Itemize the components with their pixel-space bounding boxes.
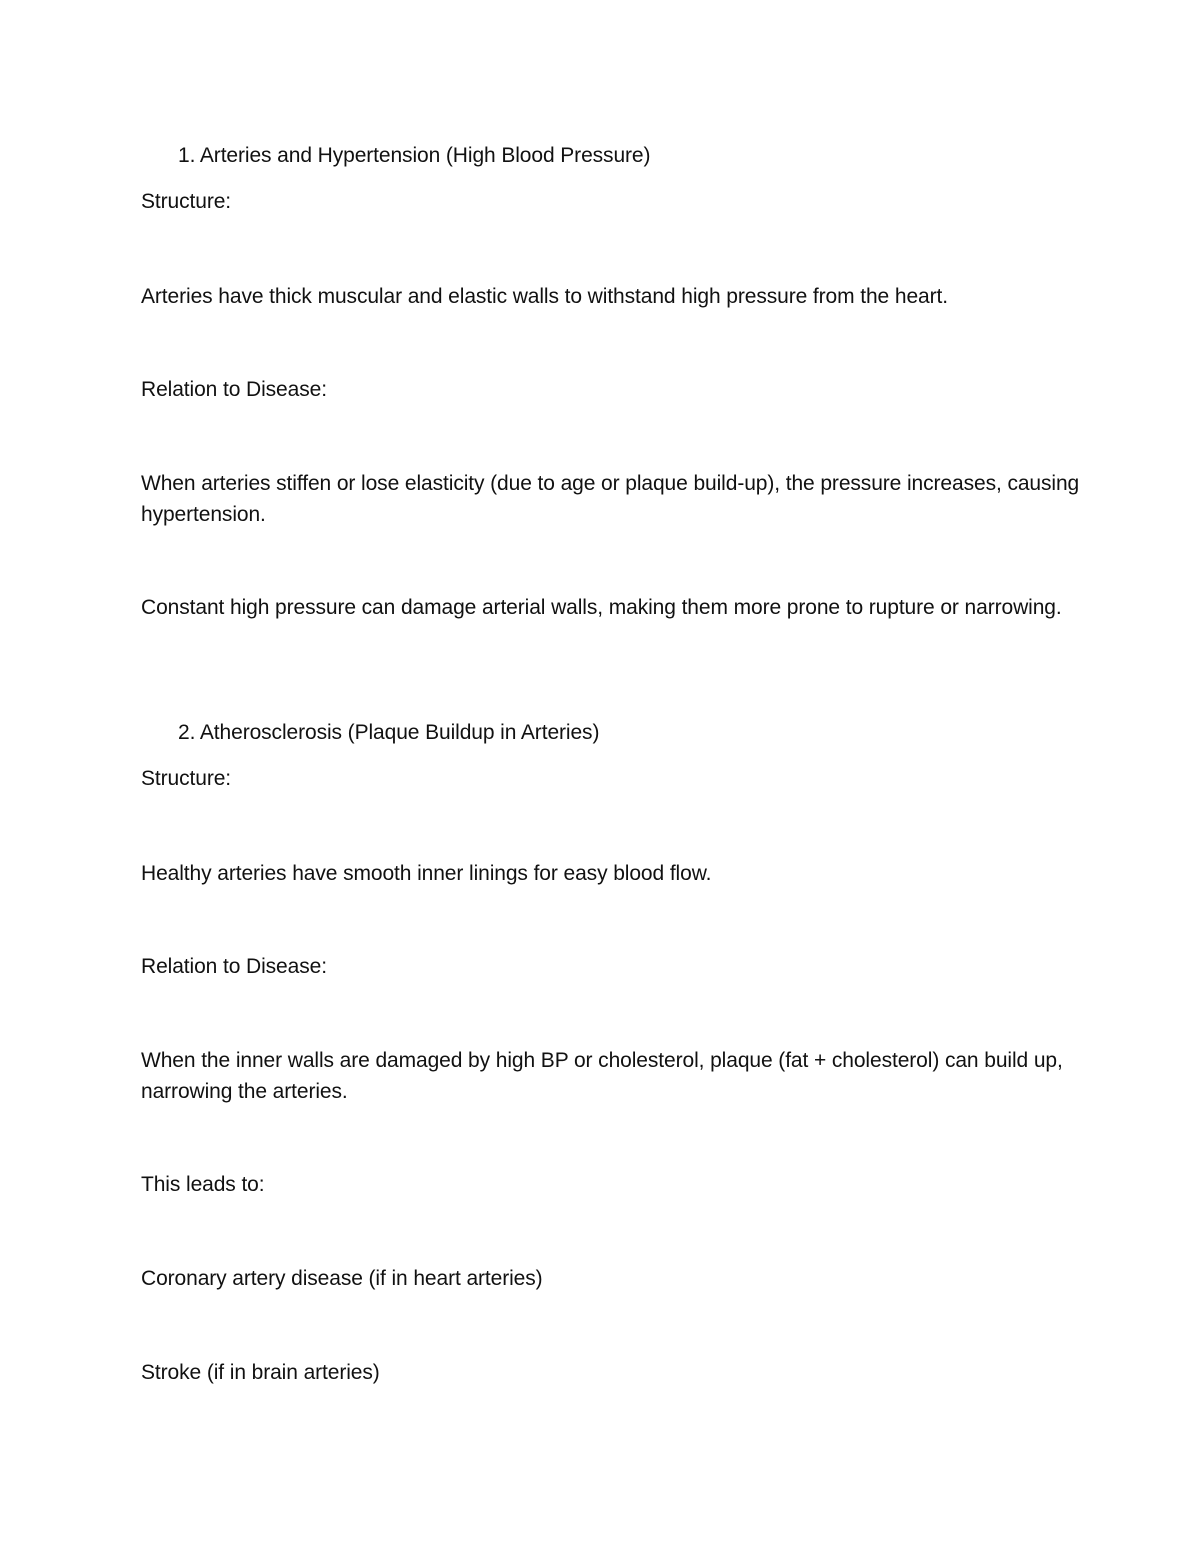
section-2-relation-label: Relation to Disease:	[141, 955, 327, 978]
section-1-relation-text-1: When arteries stiffen or lose elasticity (due to age or plaque build-up), the pressure increases, causing hypertension.	[141, 472, 1080, 526]
section-2-structure-label: Structure:	[141, 767, 232, 790]
section-1-structure-text: Arteries have thick muscular and elastic walls to withstand high pressure from the heart.	[141, 285, 948, 308]
section-1-structure-label: Structure:	[141, 190, 232, 213]
section-1-relation-label: Relation to Disease:	[141, 378, 327, 401]
section-1-heading: 1. Arteries and Hypertension (High Blood Pressure)	[178, 144, 651, 167]
section-2-relation-text-1: When the inner walls are damaged by high BP or cholesterol, plaque (fat + cholesterol) can build up, narrowing the arteries.	[141, 1049, 1063, 1103]
section-2-lead-2: Stroke (if in brain arteries)	[141, 1361, 380, 1384]
section-2-lead-1: Coronary artery disease (if in heart arteries)	[141, 1267, 543, 1290]
section-2-heading: 2. Atherosclerosis (Plaque Buildup in Arteries)	[178, 721, 600, 744]
section-1-relation-text-2: Constant high pressure can damage arterial walls, making them more prone to rupture or narrowing.	[141, 596, 1062, 619]
section-2-structure-text: Healthy arteries have smooth inner linings for easy blood flow.	[141, 862, 712, 885]
section-2-leads-label: This leads to:	[141, 1173, 265, 1196]
